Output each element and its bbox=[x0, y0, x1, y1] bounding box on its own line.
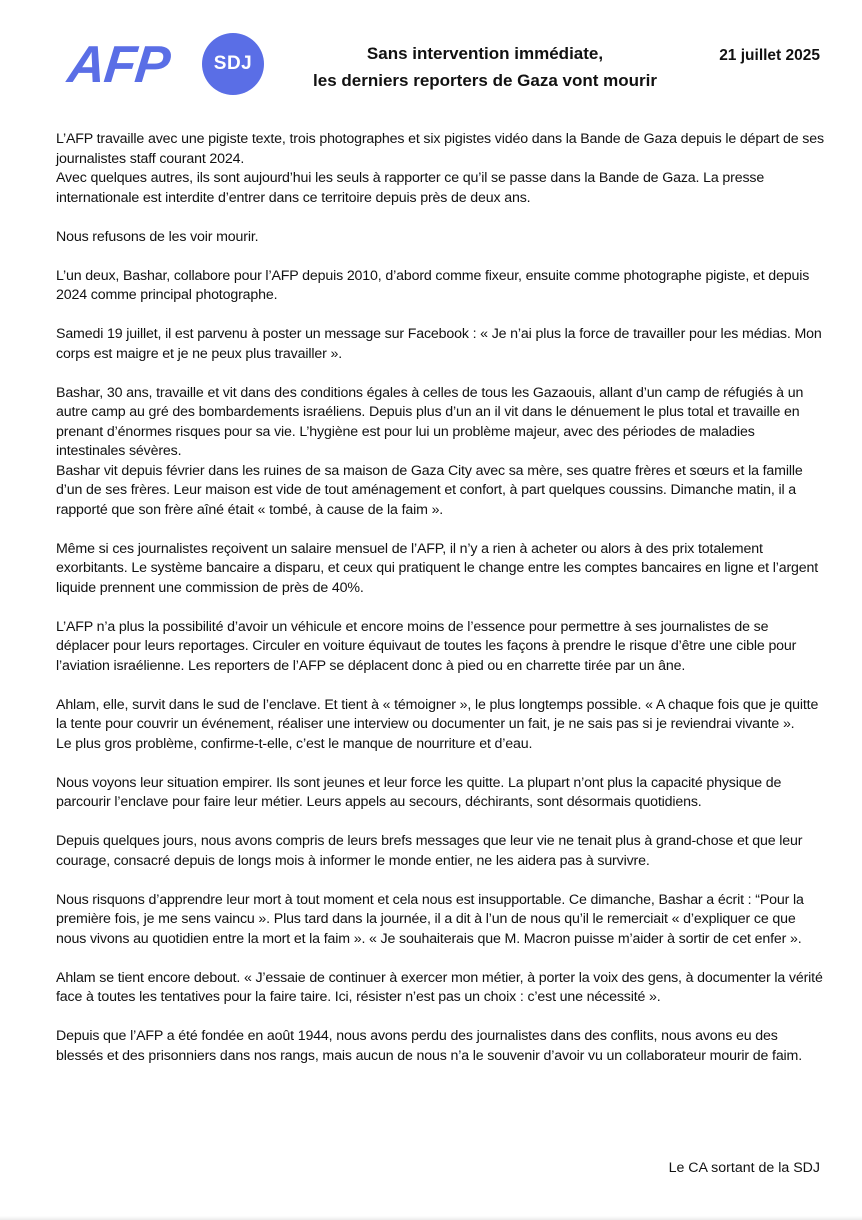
paragraph bbox=[56, 832, 824, 871]
paragraph-text: Ahlam se tient encore debout. « J’essaie de continuer à exercer mon métier, à porter la voix des gens, à documenter la vérité face à toutes les tentatives pour la faire taire. Ici, résister n’est pas un choix : c’est une nécessité ». bbox=[56, 969, 823, 1005]
paragraph-text: Avec quelques autres, ils sont aujourd’hui les seuls à rapporter ce qu’il se passe dans la Bande de Gaza. La presse internationale est interdite d’entrer dans ce territoire depuis près de deux ans. bbox=[56, 170, 765, 206]
document-title bbox=[280, 40, 690, 94]
title-line-1: Sans intervention immédiate, bbox=[366, 44, 604, 63]
paragraph-text: Bashar, 30 ans, travaille et vit dans des conditions égales à celles de tous les Gazaouis, allant d’un camp de réfugiés à un autre camp au gré des bombardements israéliens. Depuis plus d’un an il vit dans le dénuement le plus total et travaille en prenant d’énormes risques pour sa vie. L’hygiène est pour lui un problème majeur, avec des périodes de maladies intestinales sévères. bbox=[56, 384, 804, 459]
paragraph bbox=[56, 618, 824, 677]
afp-wordmark: AFP bbox=[64, 36, 173, 94]
paragraph bbox=[56, 774, 824, 813]
paragraph-text: Ahlam, elle, survit dans le sud de l’enclave. Et tient à « témoigner », le plus longtemps possible. « A chaque fois que je quitte la tente pour couvrir un événement, réaliser une interview ou documenter un fait, je ne sais pas si je reviendrai vivante ». bbox=[56, 696, 819, 732]
afp-sdj-logo bbox=[64, 33, 268, 97]
document-date: 21 juillet 2025 bbox=[719, 47, 820, 64]
document-body bbox=[56, 130, 824, 1086]
paragraph bbox=[56, 130, 824, 208]
paragraph bbox=[56, 696, 824, 755]
signature: Le CA sortant de la SDJ bbox=[668, 1160, 820, 1176]
sdj-badge-icon: SDJ bbox=[202, 33, 264, 95]
paragraph-text: Nous refusons de les voir mourir. bbox=[56, 228, 259, 245]
document-header bbox=[0, 0, 862, 115]
paragraph bbox=[56, 384, 824, 521]
paragraph-text: Depuis quelques jours, nous avons compris de leurs brefs messages que leur vie ne tenait plus à grand-chose et que leur courage, consacré depuis de longs mois à informer le monde entier, ne les aidera pas à survivre. bbox=[56, 833, 803, 869]
paragraph bbox=[56, 891, 824, 950]
paragraph bbox=[56, 540, 824, 599]
paragraph-text: Nous risquons d’apprendre leur mort à tout moment et cela nous est insupportable. Ce dimanche, Bashar a écrit : “Pour la première fois, je me sens vaincu ». Plus tard dans la journée, il a dit à l’un de nous qu’il le remerciait « d’expliquer ce que nous vivons au quotidien entre la mort et la faim ». « Je souhaiterais que M. Macron puisse m’aider à sortir de cet enfer ». bbox=[56, 891, 804, 947]
paragraph-text: L’AFP n’a plus la possibilité d’avoir un véhicule et encore moins de l’essence pour permettre à ses journalistes de se déplacer pour leurs reportages. Circuler en voiture équivaut de toutes les façons à prendre le risque d’être une cible pour l’aviation israélienne. Les reporters de l’AFP se déplacent donc à pied ou en charrette tirée par un âne. bbox=[56, 618, 797, 674]
paragraph-text: L’AFP travaille avec une pigiste texte, trois photographes et six pigistes vidéo dans la Bande de Gaza depuis le départ de ses journalistes staff courant 2024. bbox=[56, 131, 824, 167]
paragraph-text: Bashar vit depuis février dans les ruines de sa maison de Gaza City avec sa mère, ses quatre frères et sœurs et la famille d’un de ses frères. Leur maison est vide de tout aménagement et confort, à part quelques coussins. Dimanche matin, il a rapporté que son frère aîné était « tombé, à cause de la faim ». bbox=[56, 462, 803, 518]
paragraph bbox=[56, 1027, 824, 1066]
paragraph bbox=[56, 325, 824, 364]
paragraph-text: Le plus gros problème, confirme-t-elle, c’est le manque de nourriture et d’eau. bbox=[56, 735, 533, 752]
paragraph bbox=[56, 228, 824, 248]
paragraph bbox=[56, 969, 824, 1008]
title-line-2: les derniers reporters de Gaza vont mourir bbox=[313, 71, 657, 90]
paragraph bbox=[56, 267, 824, 306]
page-bottom-edge bbox=[0, 1216, 862, 1220]
paragraph-text: Samedi 19 juillet, il est parvenu à poster un message sur Facebook : « Je n’ai plus la force de travailler pour les médias. Mon corps est maigre et je ne peux plus travailler ». bbox=[56, 326, 822, 362]
paragraph-text: Nous voyons leur situation empirer. Ils sont jeunes et leur force les quitte. La plupart n’ont plus la capacité physique de parcourir l’enclave pour faire leur métier. Leurs appels au secours, déchirants, sont désormais quotidiens. bbox=[56, 774, 782, 810]
paragraph-text: Depuis que l’AFP a été fondée en août 1944, nous avons perdu des journalistes dans des conflits, nous avons eu des blessés et des prisonniers dans nos rangs, mais aucun de nous n’a le souvenir d’avoir vu un collaborateur mourir de faim. bbox=[56, 1028, 803, 1064]
paragraph-text: L’un deux, Bashar, collabore pour l’AFP depuis 2010, d’abord comme fixeur, ensuite comme photographe pigiste, et depuis 2024 comme principal photographe. bbox=[56, 267, 810, 303]
paragraph-text: Même si ces journalistes reçoivent un salaire mensuel de l’AFP, il n’y a rien à acheter ou alors à des prix totalement exorbitants. Le système bancaire a disparu, et ceux qui pratiquent le change entre les comptes bancaires en ligne et l’argent liquide prennent une commission de près de 40%. bbox=[56, 540, 819, 596]
